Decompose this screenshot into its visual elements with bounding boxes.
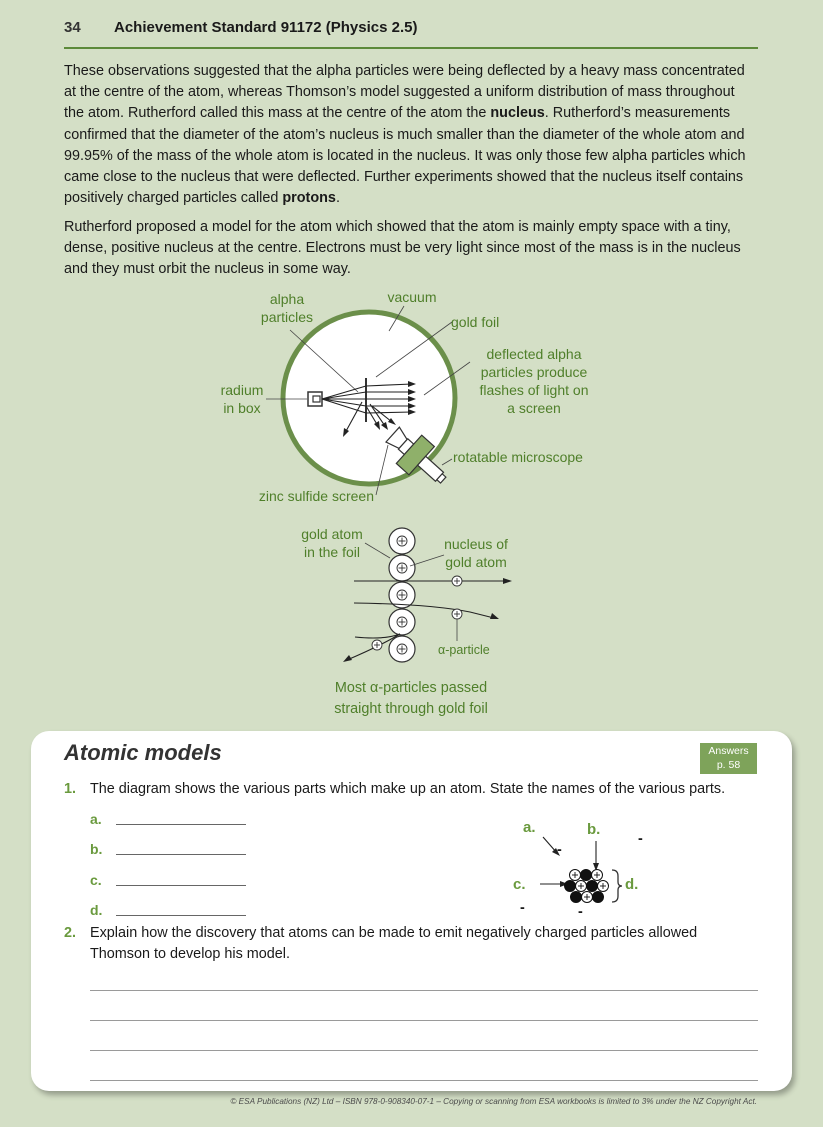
part-b-label: b. bbox=[90, 841, 103, 857]
question-2-number: 2. bbox=[64, 925, 77, 941]
label-nucleus-of-gold-atom: nucleus of gold atom bbox=[444, 536, 508, 570]
page-number: 34 bbox=[64, 19, 81, 36]
electron: - bbox=[638, 831, 643, 847]
answers-badge: Answers p. 58 bbox=[700, 743, 757, 774]
para1-text-b: . Rutherford’s measurements confirmed that the diameter of the atom’s nucleus is much smaller than the diameter of the whole atom and 99.95% of the mass of the whole atom is located in the nucleus. It was only those few alpha particles which came close to the nucleus that were deflected. Further experiments showed that the nucleus itself contains positively charged particles called bbox=[64, 105, 746, 207]
atom-label-d: d. bbox=[625, 876, 639, 893]
model-paragraph: Rutherford proposed a model for the atom which showed that the atom is mainly empty space with a tiny, dense, positive nucleus at the centre. Electrons must be very light since most of the mass is in the nucleus and they must orbit the nucleus in some way. bbox=[64, 219, 741, 278]
atom-label-b: b. bbox=[587, 821, 601, 838]
label-zinc-sulfide-screen: zinc sulfide screen bbox=[258, 488, 374, 504]
label-radium-box: radium in box bbox=[220, 382, 264, 416]
label-vacuum: vacuum bbox=[387, 289, 437, 305]
label-deflected-particles: deflected alpha particles produce flashes of light on a screen bbox=[479, 346, 589, 416]
exercise-title: Atomic models bbox=[64, 740, 222, 765]
para1-text-a: These observations suggested that the alpha particles were being deflected by a heavy mass concentrated at the centre of the atom, whereas Thomson’s model suggested a uniform distribution of mass throughout the atom. Rutherford called this mass at the centre of the atom the bbox=[64, 63, 745, 122]
question-1-number: 1. bbox=[64, 781, 77, 797]
question-1-text: The diagram shows the various parts which make up an atom. State the names of the various parts. bbox=[90, 781, 726, 797]
part-a-label: a. bbox=[90, 811, 102, 827]
copyright-footer: © ESA Publications (NZ) Ltd – ISBN 978-0-908340-07-1 – Copying or scanning from ESA workbooks is limited to 3% under the NZ Copyright Act. bbox=[230, 1097, 757, 1106]
electron: - bbox=[578, 904, 583, 920]
para1-text-c: . bbox=[335, 190, 340, 207]
atom-label-c: c. bbox=[513, 876, 526, 893]
label-gold-foil: gold foil bbox=[451, 314, 500, 330]
question-2-text: Explain how the discovery that atoms can be made to emit negatively charged particles allowed Thomson to develop his model. bbox=[90, 925, 698, 962]
label-rotatable-microscope: rotatable microscope bbox=[453, 449, 583, 465]
label-gold-atom: gold atom in the foil bbox=[301, 526, 363, 560]
label-alpha-particles: alpha particles bbox=[260, 291, 314, 325]
electron: - bbox=[557, 842, 562, 858]
page-title: Achievement Standard 91172 (Physics 2.5) bbox=[114, 19, 418, 36]
atom-label-a: a. bbox=[523, 819, 536, 836]
term-nucleus: nucleus bbox=[490, 105, 545, 122]
part-d-label: d. bbox=[90, 902, 103, 918]
part-c-label: c. bbox=[90, 872, 102, 888]
nucleus-brace bbox=[612, 870, 622, 902]
diagram-caption: Most α-particles passed straight through gold foil bbox=[334, 680, 488, 717]
term-protons: protons bbox=[282, 190, 336, 207]
electron: - bbox=[520, 900, 525, 916]
label-alpha-particle: α-particle bbox=[438, 643, 490, 657]
